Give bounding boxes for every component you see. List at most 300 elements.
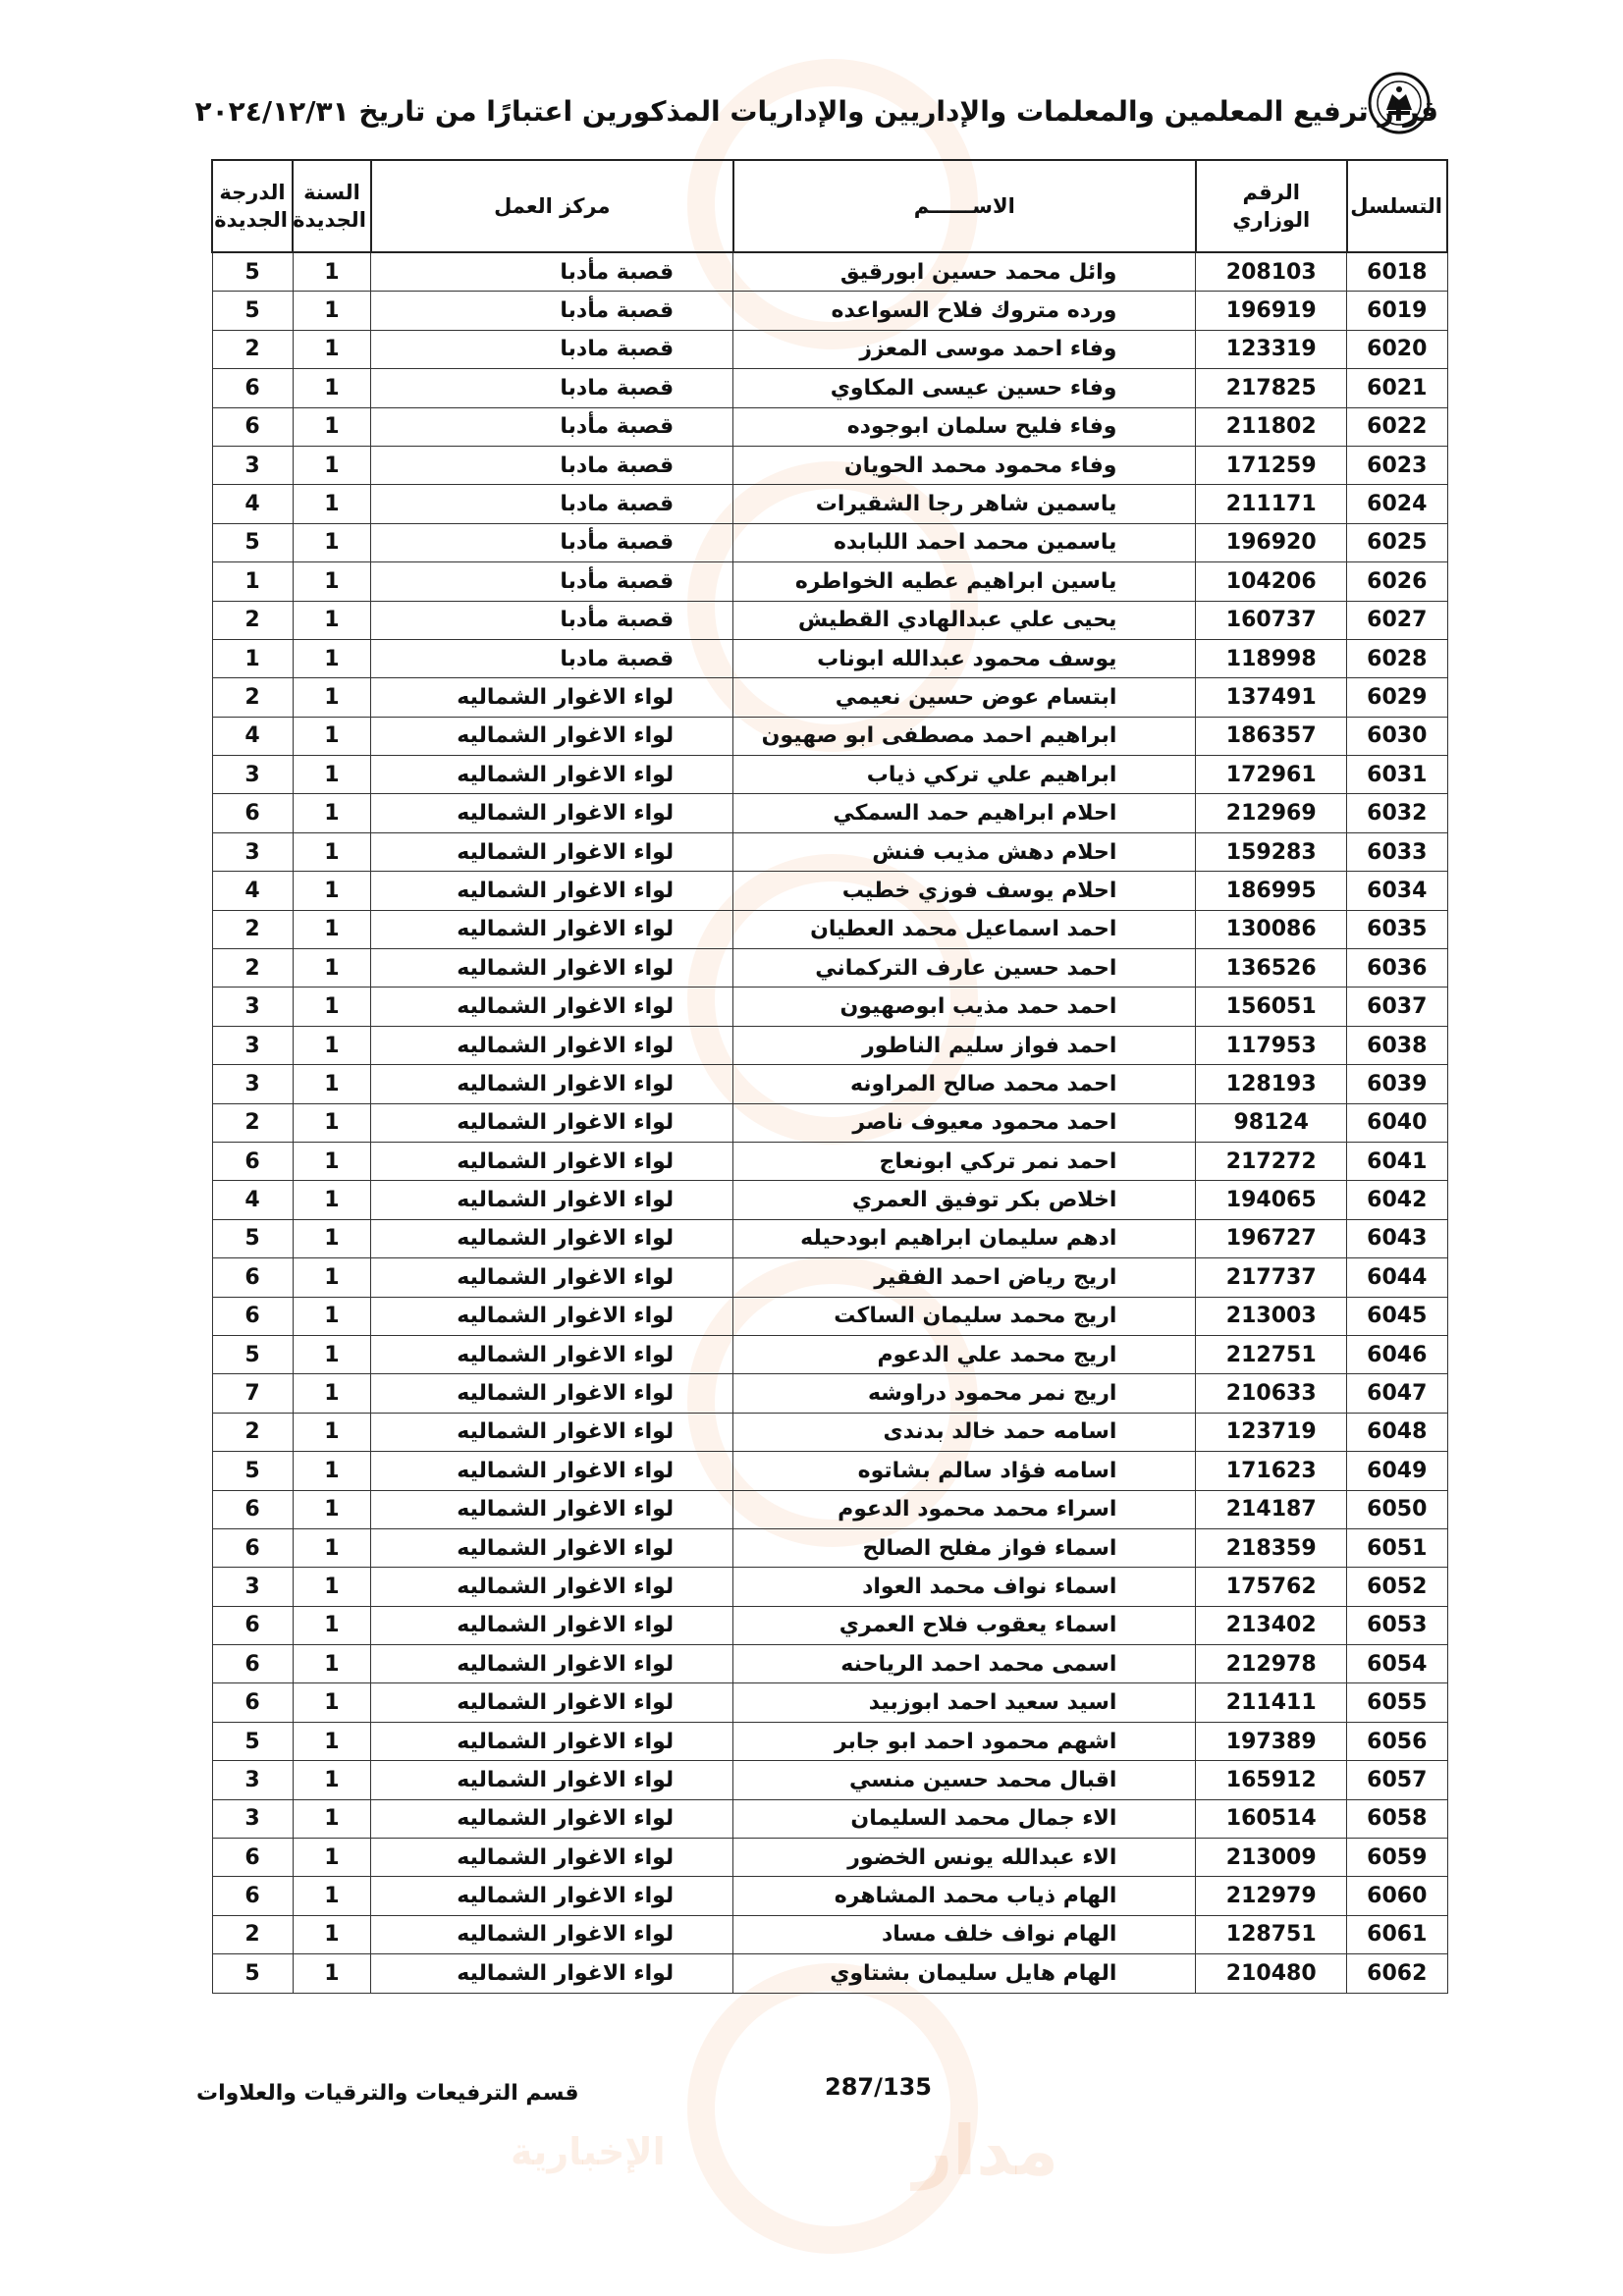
cell-work-center: لواء الاغوار الشماليه <box>371 1452 733 1490</box>
cell-name: اسماء نواف محمد العواد <box>733 1568 1196 1606</box>
cell-ministry-no: 208103 <box>1196 252 1347 292</box>
cell-new-year: 1 <box>293 872 371 910</box>
cell-new-year: 1 <box>293 1568 371 1606</box>
cell-new-grade: 6 <box>212 1142 293 1180</box>
cell-serial: 6051 <box>1347 1528 1447 1567</box>
cell-serial: 6018 <box>1347 252 1447 292</box>
cell-new-grade: 6 <box>212 1297 293 1335</box>
cell-ministry-no: 214187 <box>1196 1490 1347 1528</box>
cell-work-center: قصبة مأدبا <box>371 407 733 446</box>
cell-work-center: لواء الاغوار الشماليه <box>371 1065 733 1103</box>
cell-new-grade: 3 <box>212 756 293 794</box>
cell-new-grade: 5 <box>212 1452 293 1490</box>
cell-ministry-no: 165912 <box>1196 1761 1347 1799</box>
cell-work-center: لواء الاغوار الشماليه <box>371 756 733 794</box>
cell-work-center: لواء الاغوار الشماليه <box>371 1761 733 1799</box>
cell-ministry-no: 137491 <box>1196 678 1347 717</box>
table-row <box>212 1335 1447 1373</box>
cell-new-year: 1 <box>293 1026 371 1064</box>
header-ministry-no: الرقم الوزاري <box>1196 160 1347 252</box>
cell-work-center: لواء الاغوار الشماليه <box>371 794 733 832</box>
cell-ministry-no: 160737 <box>1196 601 1347 639</box>
cell-name: يوسف محمود عبدالله ابوناب <box>733 639 1196 677</box>
cell-name: اسامه حمد خالد بدندى <box>733 1413 1196 1451</box>
cell-work-center: لواء الاغوار الشماليه <box>371 1954 733 1993</box>
cell-name: احلام يوسف فوزي خطيب <box>733 872 1196 910</box>
cell-ministry-no: 194065 <box>1196 1181 1347 1219</box>
table-row <box>212 1490 1447 1528</box>
cell-name: احمد حمد مذيب ابوصهيون <box>733 988 1196 1026</box>
cell-serial: 6061 <box>1347 1915 1447 1953</box>
cell-new-grade: 3 <box>212 1799 293 1838</box>
cell-name: احمد محمود معيوف ناصر <box>733 1103 1196 1142</box>
cell-new-year: 1 <box>293 407 371 446</box>
table-row <box>212 1528 1447 1567</box>
cell-new-year: 1 <box>293 601 371 639</box>
table-body <box>212 252 1447 1993</box>
cell-new-year: 1 <box>293 1722 371 1760</box>
cell-serial: 6042 <box>1347 1181 1447 1219</box>
cell-new-grade: 2 <box>212 330 293 368</box>
cell-serial: 6055 <box>1347 1683 1447 1722</box>
watermark-brand: مدار <box>913 2110 1059 2191</box>
cell-serial: 6047 <box>1347 1374 1447 1413</box>
cell-work-center: لواء الاغوار الشماليه <box>371 1181 733 1219</box>
cell-work-center: قصبة مأدبا <box>371 523 733 561</box>
cell-serial: 6031 <box>1347 756 1447 794</box>
cell-name: ابراهيم علي تركي ذياب <box>733 756 1196 794</box>
cell-name: احمد نمر تركي ابونعاج <box>733 1142 1196 1180</box>
document-title-row <box>194 86 1438 135</box>
cell-serial: 6060 <box>1347 1877 1447 1915</box>
cell-ministry-no: 186357 <box>1196 717 1347 755</box>
cell-new-year: 1 <box>293 1142 371 1180</box>
cell-ministry-no: 196920 <box>1196 523 1347 561</box>
footer-department: قسم الترفيعات والترقيات والعلاوات <box>196 2081 579 2106</box>
cell-work-center: قصبة مادبا <box>371 446 733 484</box>
table-row <box>212 1374 1447 1413</box>
table-row <box>212 794 1447 832</box>
cell-new-grade: 3 <box>212 446 293 484</box>
cell-new-grade: 4 <box>212 485 293 523</box>
cell-new-year: 1 <box>293 1335 371 1373</box>
cell-name: اسمى محمد احمد الرياحنه <box>733 1645 1196 1683</box>
cell-ministry-no: 159283 <box>1196 832 1347 871</box>
cell-new-grade: 5 <box>212 1722 293 1760</box>
cell-ministry-no: 210480 <box>1196 1954 1347 1993</box>
cell-new-year: 1 <box>293 794 371 832</box>
table-row <box>212 756 1447 794</box>
table-row <box>212 1568 1447 1606</box>
cell-ministry-no: 128193 <box>1196 1065 1347 1103</box>
cell-ministry-no: 211171 <box>1196 485 1347 523</box>
cell-new-year: 1 <box>293 1799 371 1838</box>
cell-new-grade: 2 <box>212 1413 293 1451</box>
cell-name: اريج رياض احمد الفقير <box>733 1258 1196 1297</box>
header-new-year: السنة الجديدة <box>293 160 371 252</box>
cell-serial: 6023 <box>1347 446 1447 484</box>
cell-serial: 6036 <box>1347 949 1447 988</box>
cell-work-center: لواء الاغوار الشماليه <box>371 1374 733 1413</box>
cell-ministry-no: 217825 <box>1196 369 1347 407</box>
table-row <box>212 1258 1447 1297</box>
cell-ministry-no: 118998 <box>1196 639 1347 677</box>
cell-work-center: لواء الاغوار الشماليه <box>371 1142 733 1180</box>
cell-new-year: 1 <box>293 988 371 1026</box>
table-row <box>212 1722 1447 1760</box>
table-row <box>212 678 1447 717</box>
cell-new-grade: 3 <box>212 1026 293 1064</box>
cell-serial: 6028 <box>1347 639 1447 677</box>
cell-work-center: لواء الاغوار الشماليه <box>371 1877 733 1915</box>
cell-new-year: 1 <box>293 446 371 484</box>
cell-new-grade: 2 <box>212 1103 293 1142</box>
document-title: قرار ترفيع المعلمين والمعلمات والإداريين والإداريات المذكورين اعتبارًا من تاريخ ٢٠٢٤/١٢/٣١ <box>194 94 1438 128</box>
cell-new-grade: 5 <box>212 1954 293 1993</box>
table-row <box>212 369 1447 407</box>
cell-ministry-no: 217272 <box>1196 1142 1347 1180</box>
cell-ministry-no: 130086 <box>1196 910 1347 948</box>
cell-ministry-no: 212978 <box>1196 1645 1347 1683</box>
cell-new-grade: 2 <box>212 601 293 639</box>
cell-new-year: 1 <box>293 1258 371 1297</box>
cell-serial: 6032 <box>1347 794 1447 832</box>
cell-serial: 6034 <box>1347 872 1447 910</box>
cell-new-grade: 4 <box>212 717 293 755</box>
cell-new-grade: 6 <box>212 407 293 446</box>
cell-new-year: 1 <box>293 1297 371 1335</box>
header-serial: التسلسل <box>1347 160 1447 252</box>
cell-name: ورده متروك فلاح السواعده <box>733 292 1196 330</box>
table-row <box>212 1142 1447 1180</box>
cell-name: اريج محمد سليمان الساكت <box>733 1297 1196 1335</box>
cell-serial: 6020 <box>1347 330 1447 368</box>
cell-work-center: لواء الاغوار الشماليه <box>371 949 733 988</box>
cell-ministry-no: 123719 <box>1196 1413 1347 1451</box>
cell-name: الاء عبدالله يونس الخضور <box>733 1839 1196 1877</box>
cell-new-year: 1 <box>293 1606 371 1644</box>
cell-new-year: 1 <box>293 1683 371 1722</box>
cell-ministry-no: 123319 <box>1196 330 1347 368</box>
cell-work-center: لواء الاغوار الشماليه <box>371 910 733 948</box>
cell-work-center: قصبة مأدبا <box>371 292 733 330</box>
cell-ministry-no: 213003 <box>1196 1297 1347 1335</box>
cell-new-year: 1 <box>293 1645 371 1683</box>
cell-work-center: قصبة مأدبا <box>371 562 733 601</box>
cell-new-grade: 6 <box>212 794 293 832</box>
cell-new-grade: 3 <box>212 1065 293 1103</box>
cell-serial: 6046 <box>1347 1335 1447 1373</box>
cell-new-grade: 5 <box>212 523 293 561</box>
footer-page-number: 287/135 <box>825 2073 932 2101</box>
cell-serial: 6019 <box>1347 292 1447 330</box>
cell-name: احمد اسماعيل محمد العطيان <box>733 910 1196 948</box>
table-row <box>212 1799 1447 1838</box>
cell-new-year: 1 <box>293 369 371 407</box>
cell-ministry-no: 160514 <box>1196 1799 1347 1838</box>
cell-name: اسماء فواز مفلح الصالح <box>733 1528 1196 1567</box>
cell-serial: 6041 <box>1347 1142 1447 1180</box>
cell-work-center: لواء الاغوار الشماليه <box>371 1297 733 1335</box>
cell-serial: 6030 <box>1347 717 1447 755</box>
table-row <box>212 1877 1447 1915</box>
cell-work-center: قصبة مادبا <box>371 369 733 407</box>
table-row <box>212 446 1447 484</box>
cell-ministry-no: 175762 <box>1196 1568 1347 1606</box>
table-row <box>212 1645 1447 1683</box>
cell-new-grade: 6 <box>212 1258 293 1297</box>
cell-work-center: لواء الاغوار الشماليه <box>371 1915 733 1953</box>
cell-new-grade: 6 <box>212 1877 293 1915</box>
table-row <box>212 1219 1447 1257</box>
table-header-row <box>212 160 1447 252</box>
cell-new-grade: 2 <box>212 949 293 988</box>
cell-name: ادهم سليمان ابراهيم ابودحيله <box>733 1219 1196 1257</box>
cell-work-center: لواء الاغوار الشماليه <box>371 1683 733 1722</box>
cell-ministry-no: 211802 <box>1196 407 1347 446</box>
cell-serial: 6048 <box>1347 1413 1447 1451</box>
cell-work-center: لواء الاغوار الشماليه <box>371 1219 733 1257</box>
table-row <box>212 523 1447 561</box>
cell-new-year: 1 <box>293 1413 371 1451</box>
table-row <box>212 872 1447 910</box>
cell-ministry-no: 217737 <box>1196 1258 1347 1297</box>
table-row <box>212 1297 1447 1335</box>
table-row <box>212 1761 1447 1799</box>
cell-name: اشهم محمود احمد ابو جابر <box>733 1722 1196 1760</box>
cell-name: اقبال محمد حسين منسي <box>733 1761 1196 1799</box>
cell-work-center: لواء الاغوار الشماليه <box>371 1103 733 1142</box>
table-row <box>212 1181 1447 1219</box>
cell-work-center: لواء الاغوار الشماليه <box>371 1799 733 1838</box>
cell-new-grade: 3 <box>212 832 293 871</box>
promotion-table <box>211 159 1448 1994</box>
cell-new-grade: 6 <box>212 1528 293 1567</box>
cell-ministry-no: 197389 <box>1196 1722 1347 1760</box>
cell-work-center: لواء الاغوار الشماليه <box>371 717 733 755</box>
cell-work-center: لواء الاغوار الشماليه <box>371 1645 733 1683</box>
cell-new-year: 1 <box>293 1839 371 1877</box>
cell-serial: 6054 <box>1347 1645 1447 1683</box>
cell-new-grade: 5 <box>212 252 293 292</box>
cell-new-year: 1 <box>293 1528 371 1567</box>
cell-serial: 6038 <box>1347 1026 1447 1064</box>
cell-new-grade: 1 <box>212 562 293 601</box>
cell-serial: 6049 <box>1347 1452 1447 1490</box>
table-row <box>212 292 1447 330</box>
cell-work-center: لواء الاغوار الشماليه <box>371 1568 733 1606</box>
table-row <box>212 1915 1447 1953</box>
cell-name: اسماء يعقوب فلاح العمري <box>733 1606 1196 1644</box>
cell-new-year: 1 <box>293 639 371 677</box>
cell-work-center: لواء الاغوار الشماليه <box>371 988 733 1026</box>
cell-new-year: 1 <box>293 523 371 561</box>
cell-work-center: لواء الاغوار الشماليه <box>371 1490 733 1528</box>
cell-new-year: 1 <box>293 678 371 717</box>
cell-ministry-no: 210633 <box>1196 1374 1347 1413</box>
cell-new-year: 1 <box>293 756 371 794</box>
table-row <box>212 832 1447 871</box>
cell-ministry-no: 186995 <box>1196 872 1347 910</box>
cell-ministry-no: 213009 <box>1196 1839 1347 1877</box>
cell-new-grade: 6 <box>212 1645 293 1683</box>
cell-name: وائل محمد حسين ابورقيق <box>733 252 1196 292</box>
cell-work-center: لواء الاغوار الشماليه <box>371 1722 733 1760</box>
cell-serial: 6043 <box>1347 1219 1447 1257</box>
header-work-center: مركز العمل <box>371 160 733 252</box>
cell-ministry-no: 211411 <box>1196 1683 1347 1722</box>
cell-name: احلام دهش مذيب فنش <box>733 832 1196 871</box>
cell-new-grade: 2 <box>212 678 293 717</box>
header-name: الاســــــم <box>733 160 1196 252</box>
cell-new-year: 1 <box>293 1181 371 1219</box>
cell-serial: 6053 <box>1347 1606 1447 1644</box>
cell-ministry-no: 196919 <box>1196 292 1347 330</box>
cell-new-year: 1 <box>293 562 371 601</box>
watermark-clock-ring <box>687 1963 978 2254</box>
cell-new-year: 1 <box>293 292 371 330</box>
table-row <box>212 1683 1447 1722</box>
cell-ministry-no: 212751 <box>1196 1335 1347 1373</box>
cell-work-center: لواء الاغوار الشماليه <box>371 832 733 871</box>
table-row <box>212 1065 1447 1103</box>
table-row <box>212 1839 1447 1877</box>
cell-new-grade: 6 <box>212 1839 293 1877</box>
cell-serial: 6045 <box>1347 1297 1447 1335</box>
cell-ministry-no: 213402 <box>1196 1606 1347 1644</box>
cell-serial: 6059 <box>1347 1839 1447 1877</box>
cell-work-center: لواء الاغوار الشماليه <box>371 1528 733 1567</box>
cell-new-year: 1 <box>293 1219 371 1257</box>
cell-ministry-no: 117953 <box>1196 1026 1347 1064</box>
cell-serial: 6057 <box>1347 1761 1447 1799</box>
cell-serial: 6026 <box>1347 562 1447 601</box>
cell-new-year: 1 <box>293 1915 371 1953</box>
cell-serial: 6050 <box>1347 1490 1447 1528</box>
cell-serial: 6027 <box>1347 601 1447 639</box>
cell-new-year: 1 <box>293 1954 371 1993</box>
cell-serial: 6033 <box>1347 832 1447 871</box>
table-row <box>212 407 1447 446</box>
cell-work-center: لواء الاغوار الشماليه <box>371 1606 733 1644</box>
table-row <box>212 1026 1447 1064</box>
cell-new-grade: 6 <box>212 1683 293 1722</box>
cell-new-year: 1 <box>293 330 371 368</box>
table-row <box>212 910 1447 948</box>
table-row <box>212 988 1447 1026</box>
cell-new-grade: 7 <box>212 1374 293 1413</box>
cell-new-year: 1 <box>293 1452 371 1490</box>
cell-name: احمد حسين عارف التركماني <box>733 949 1196 988</box>
cell-serial: 6056 <box>1347 1722 1447 1760</box>
cell-name: اسامه فؤاد سالم بشاتوه <box>733 1452 1196 1490</box>
cell-ministry-no: 212969 <box>1196 794 1347 832</box>
cell-work-center: لواء الاغوار الشماليه <box>371 1258 733 1297</box>
cell-work-center: لواء الاغوار الشماليه <box>371 1335 733 1373</box>
watermark-subtitle: الإخبارية <box>511 2130 666 2173</box>
cell-ministry-no: 136526 <box>1196 949 1347 988</box>
cell-ministry-no: 98124 <box>1196 1103 1347 1142</box>
cell-new-year: 1 <box>293 949 371 988</box>
cell-new-year: 1 <box>293 1877 371 1915</box>
table-row <box>212 330 1447 368</box>
cell-name: الاء جمال محمد السليمان <box>733 1799 1196 1838</box>
cell-ministry-no: 104206 <box>1196 562 1347 601</box>
cell-serial: 6037 <box>1347 988 1447 1026</box>
cell-name: احمد فواز سليم الناطور <box>733 1026 1196 1064</box>
cell-ministry-no: 171623 <box>1196 1452 1347 1490</box>
cell-work-center: لواء الاغوار الشماليه <box>371 1839 733 1877</box>
cell-work-center: قصبة مادبا <box>371 639 733 677</box>
cell-new-grade: 6 <box>212 1606 293 1644</box>
table-row <box>212 601 1447 639</box>
cell-new-grade: 5 <box>212 1335 293 1373</box>
cell-new-grade: 3 <box>212 1761 293 1799</box>
cell-new-year: 1 <box>293 252 371 292</box>
cell-ministry-no: 196727 <box>1196 1219 1347 1257</box>
cell-name: وفاء حسين عيسى المكاوي <box>733 369 1196 407</box>
cell-name: ابتسام عوض حسين نعيمي <box>733 678 1196 717</box>
cell-new-year: 1 <box>293 910 371 948</box>
cell-new-grade: 2 <box>212 1915 293 1953</box>
cell-name: ياسمين محمد احمد اللبابده <box>733 523 1196 561</box>
table-row <box>212 949 1447 988</box>
table-row <box>212 717 1447 755</box>
cell-name: احلام ابراهيم حمد السمكي <box>733 794 1196 832</box>
cell-serial: 6040 <box>1347 1103 1447 1142</box>
cell-new-year: 1 <box>293 1103 371 1142</box>
cell-serial: 6044 <box>1347 1258 1447 1297</box>
cell-new-grade: 3 <box>212 988 293 1026</box>
cell-new-year: 1 <box>293 1065 371 1103</box>
cell-ministry-no: 212979 <box>1196 1877 1347 1915</box>
cell-name: وفاء فليح سلمان ابوجوده <box>733 407 1196 446</box>
cell-work-center: لواء الاغوار الشماليه <box>371 872 733 910</box>
cell-new-grade: 6 <box>212 1490 293 1528</box>
header-new-grade: الدرجة الجديدة <box>212 160 293 252</box>
cell-new-year: 1 <box>293 832 371 871</box>
cell-name: وفاء محمود محمد الحويان <box>733 446 1196 484</box>
table-row <box>212 1954 1447 1993</box>
cell-new-grade: 1 <box>212 639 293 677</box>
cell-work-center: قصبة مأدبا <box>371 252 733 292</box>
cell-new-grade: 4 <box>212 872 293 910</box>
cell-work-center: لواء الاغوار الشماليه <box>371 678 733 717</box>
cell-serial: 6035 <box>1347 910 1447 948</box>
cell-ministry-no: 171259 <box>1196 446 1347 484</box>
cell-serial: 6029 <box>1347 678 1447 717</box>
cell-work-center: قصبة مأدبا <box>371 601 733 639</box>
cell-name: يحيى علي عبدالهادي القطيش <box>733 601 1196 639</box>
table-row <box>212 1103 1447 1142</box>
table-row <box>212 1452 1447 1490</box>
cell-name: اخلاص بكر توفيق العمري <box>733 1181 1196 1219</box>
cell-new-grade: 5 <box>212 1219 293 1257</box>
cell-new-year: 1 <box>293 485 371 523</box>
cell-new-year: 1 <box>293 1490 371 1528</box>
cell-serial: 6022 <box>1347 407 1447 446</box>
cell-work-center: قصبة مادبا <box>371 330 733 368</box>
cell-name: اريج نمر محمود دراوشه <box>733 1374 1196 1413</box>
cell-name: اسيد سعيد احمد ابوزبيد <box>733 1683 1196 1722</box>
cell-ministry-no: 156051 <box>1196 988 1347 1026</box>
cell-work-center: لواء الاغوار الشماليه <box>371 1413 733 1451</box>
cell-serial: 6039 <box>1347 1065 1447 1103</box>
cell-serial: 6052 <box>1347 1568 1447 1606</box>
cell-name: الهام هايل سليمان بشتاوي <box>733 1954 1196 1993</box>
cell-name: ابراهيم احمد مصطفى ابو صهيون <box>733 717 1196 755</box>
cell-new-year: 1 <box>293 717 371 755</box>
